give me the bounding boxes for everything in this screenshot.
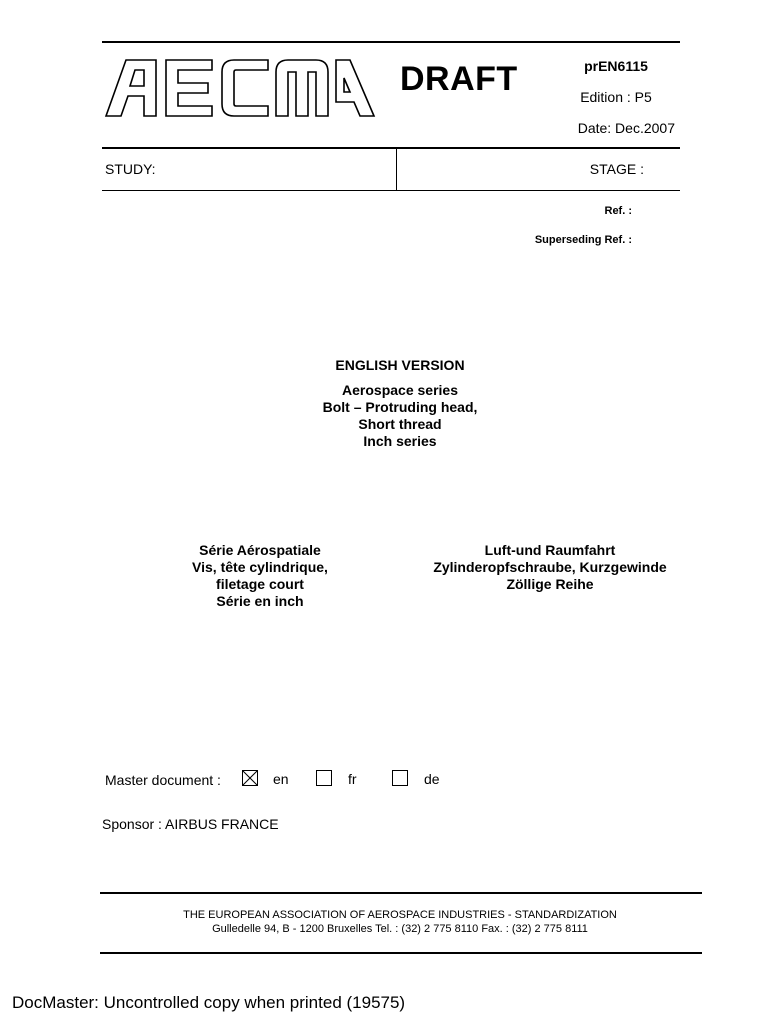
- master-en-checkbox[interactable]: [242, 770, 258, 786]
- date-label: Date: Dec.2007: [577, 120, 675, 136]
- footer-organization: THE EUROPEAN ASSOCIATION OF AEROSPACE INDUSTRIES - STANDARDIZATION: [183, 909, 617, 921]
- header-top-rule: [102, 41, 680, 43]
- french-title-line: Série Aérospatiale: [199, 542, 321, 558]
- english-title-line: Inch series: [363, 433, 437, 449]
- german-title-line: Zylinderopfschraube, Kurzgewinde: [433, 559, 667, 575]
- english-title-line: Bolt – Protruding head,: [322, 399, 478, 415]
- aecma-logo: [104, 58, 376, 118]
- english-version-heading: ENGLISH VERSION: [335, 357, 465, 373]
- ref-label: Ref. :: [604, 205, 632, 217]
- superseding-ref-label: Superseding Ref. :: [534, 234, 632, 246]
- footer-top-rule: [100, 892, 702, 894]
- master-en-label: en: [273, 771, 289, 787]
- french-title-line: Série en inch: [216, 593, 304, 609]
- footer-address: Gulledelle 94, B - 1200 Bruxelles Tel. : (32) 2 775 8110 Fax. : (32) 2 775 8111: [212, 923, 588, 935]
- footer-bottom-rule: [100, 952, 702, 954]
- study-bottom-rule: [102, 190, 680, 191]
- german-title-block: [400, 542, 700, 593]
- german-title-line: Luft-und Raumfahrt: [484, 542, 616, 558]
- stage-label: STAGE :: [589, 161, 644, 177]
- english-title-line: Aerospace series: [342, 382, 458, 398]
- french-title-line: filetage court: [216, 576, 304, 592]
- master-de-checkbox[interactable]: [392, 770, 408, 786]
- study-label: STUDY:: [105, 161, 156, 177]
- master-de-label: de: [424, 771, 440, 787]
- edition-label: Edition : P5: [580, 89, 652, 105]
- document-number: prEN6115: [584, 58, 648, 74]
- uncontrolled-copy-note: DocMaster: Uncontrolled copy when printed (19575): [12, 993, 406, 1012]
- german-title-line: Zöllige Reihe: [506, 576, 594, 592]
- master-fr-checkbox[interactable]: [316, 770, 332, 786]
- sponsor-label: Sponsor : AIRBUS FRANCE: [102, 816, 279, 832]
- master-document-label: Master document :: [105, 772, 221, 788]
- french-title-block: [130, 542, 390, 610]
- french-title-line: Vis, tête cylindrique,: [192, 559, 328, 575]
- study-stage-divider: [396, 148, 397, 190]
- draft-label: DRAFT: [400, 60, 518, 98]
- english-title-line: Short thread: [358, 416, 442, 432]
- checkmark-x-icon: [243, 771, 257, 785]
- english-title-block: [250, 382, 550, 450]
- master-fr-label: fr: [348, 771, 357, 787]
- header-bottom-rule: [102, 147, 680, 149]
